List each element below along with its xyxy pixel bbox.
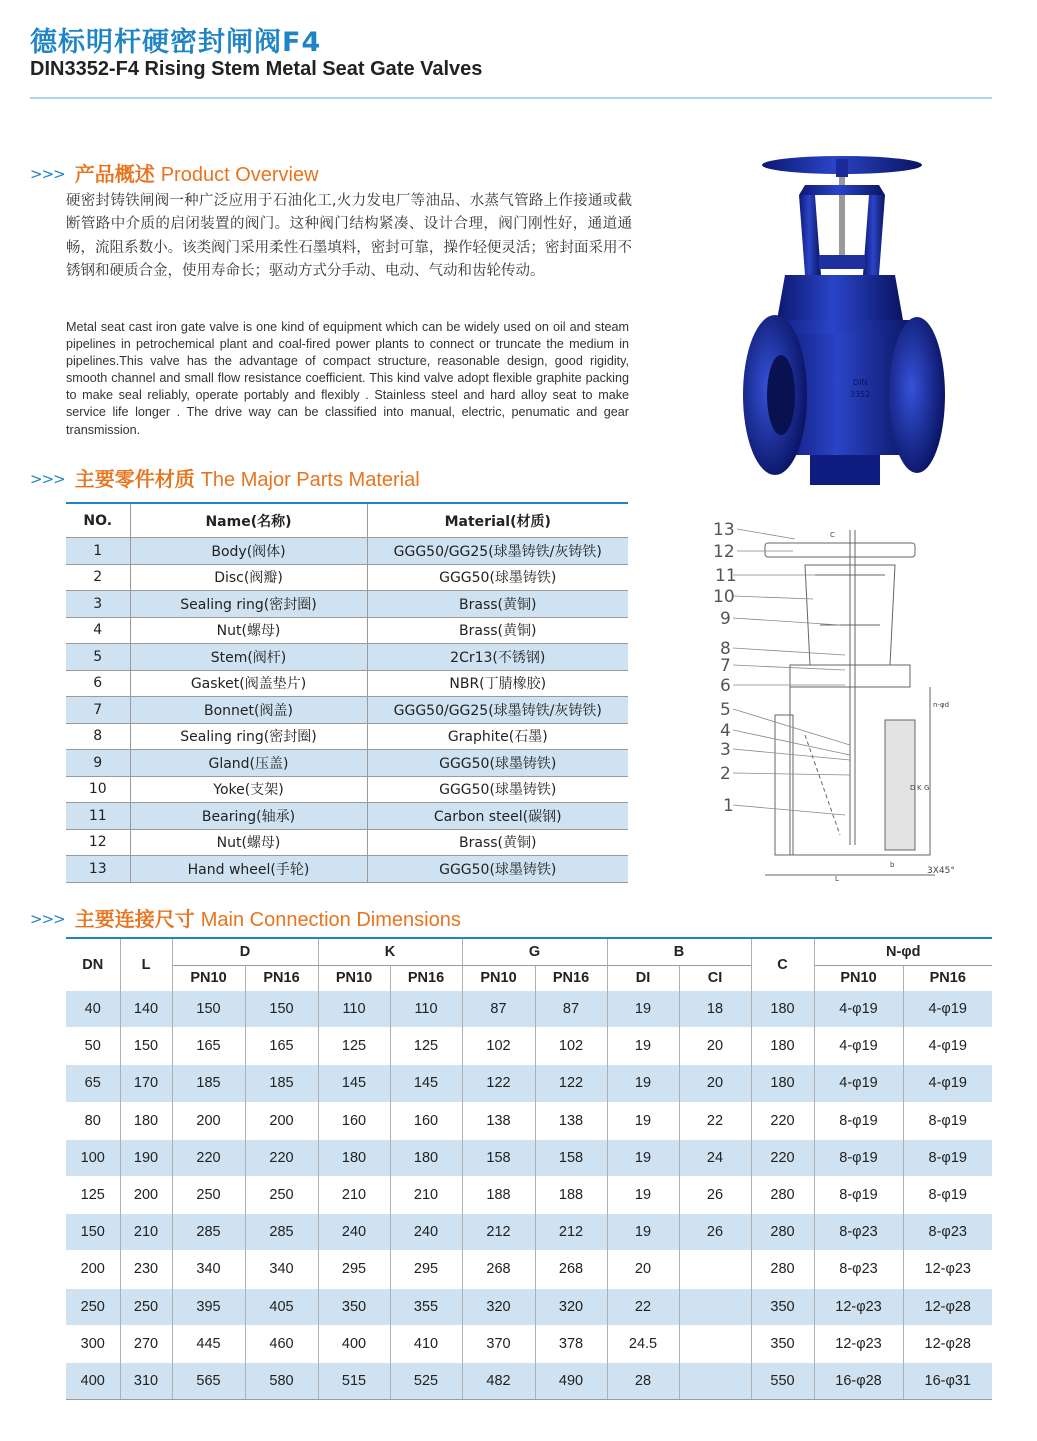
label-l: L [835,875,839,883]
cell-dn: 300 [66,1325,120,1362]
cell-nd-pn10: 12-φ23 [814,1288,903,1325]
cell-g-pn10: 158 [462,1139,535,1176]
table-row [66,803,628,830]
cell-g-pn10: 122 [462,1065,535,1102]
label-c: C [830,531,835,539]
part-material-cell: Brass(黄铜) [367,617,628,644]
cell-d-pn16: 460 [245,1325,318,1362]
part-material-cell: NBR(丁腈橡胶) [367,670,628,697]
cell-nd-pn16: 16-φ31 [903,1362,992,1399]
cell-g-pn10: 188 [462,1176,535,1213]
parts-heading [30,463,420,492]
dimensions-heading-cn: 主要连接尺寸 [74,907,195,931]
cell-l: 150 [120,1028,172,1065]
body-marking-din: DIN [853,378,868,387]
cell-k-pn10: 400 [318,1325,390,1362]
cell-nd-pn16: 8-φ19 [903,1139,992,1176]
cell-g-pn16: 122 [535,1065,607,1102]
sub-header-pn16: PN16 [903,966,992,991]
col-header-dn: DN [66,938,120,991]
cell-dn: 100 [66,1139,120,1176]
cell-b-ci: 22 [679,1102,751,1139]
overview-text-cn: 硬密封铸铁闸阀一种广泛应用于石油化工,火力发电厂等油品、水蒸气管路上作接通或截断管路中介质的启闭装置的阀门。这种阀门结构紧凑、设计合理，阀门刚性好，通道通畅，流阻系数小。该类阀门采用柔性石墨填料，密封可靠，操作轻便灵活；密封面采用不锈钢和硬质合金，使用寿命长；驱动方式分手动、电动、气动和齿轮传动。 [66,193,632,279]
part-number-cell: 11 [66,803,130,830]
cell-b-di: 19 [607,1102,679,1139]
cell-b-di: 22 [607,1288,679,1325]
cell-nd-pn10: 12-φ23 [814,1325,903,1362]
cell-d-pn16: 250 [245,1176,318,1213]
cell-c: 350 [751,1288,814,1325]
part-material-cell: 2Cr13(不锈钢) [367,644,628,671]
cell-g-pn16: 212 [535,1214,607,1251]
col-header-g: G [462,938,607,966]
cell-d-pn10: 395 [172,1288,245,1325]
cell-d-pn16: 185 [245,1065,318,1102]
cell-k-pn10: 350 [318,1288,390,1325]
part-label: 8 [720,639,731,659]
part-number-cell: 13 [66,856,130,883]
cell-b-di: 19 [607,1065,679,1102]
cell-dn: 250 [66,1288,120,1325]
table-row [66,1139,992,1176]
cell-b-ci [679,1251,751,1288]
cell-k-pn16: 145 [390,1065,462,1102]
cell-c: 280 [751,1176,814,1213]
label-b: b [890,861,895,869]
col-header-no: NO. [66,503,130,538]
cell-d-pn10: 185 [172,1065,245,1102]
part-name-cell: Sealing ring(密封圈) [130,591,367,618]
part-number-cell: 8 [93,728,103,745]
cell-b-di: 19 [607,991,679,1028]
cell-d-pn10: 340 [172,1251,245,1288]
sub-header-pn16: PN16 [245,966,318,991]
table-row [66,1102,992,1139]
part-label: 3 [720,740,731,760]
cell-k-pn16: 295 [390,1251,462,1288]
part-label: 10 [713,587,735,607]
sub-header-pn16: PN16 [535,966,607,991]
part-number-cell: 1 [66,538,130,565]
cell-b-ci: 20 [679,1028,751,1065]
cell-c: 220 [751,1139,814,1176]
cell-b-ci [679,1362,751,1399]
part-material-cell: GGG50/GG25(球墨铸铁/灰铸铁) [367,538,628,565]
cell-nd-pn10: 16-φ28 [814,1362,903,1399]
part-number-cell: 7 [66,697,130,724]
col-header-material: Material(材质) [367,503,628,538]
cell-d-pn10: 220 [172,1139,245,1176]
cell-g-pn16: 320 [535,1288,607,1325]
sub-header-di: DI [607,966,679,991]
table-row [66,1028,992,1065]
cell-g-pn10: 482 [462,1362,535,1399]
part-material-cell: Carbon steel(碳钢) [367,803,628,830]
cell-b-di: 19 [607,1028,679,1065]
cell-g-pn10: 87 [462,991,535,1028]
cell-d-pn16: 220 [245,1139,318,1176]
cell-c: 280 [751,1251,814,1288]
cell-nd-pn16: 4-φ19 [903,991,992,1028]
part-label: 9 [720,609,731,629]
cell-b-di: 20 [607,1251,679,1288]
part-label: 13 [713,520,735,540]
cell-g-pn10: 370 [462,1325,535,1362]
table-row [66,644,628,671]
cell-d-pn10: 285 [172,1214,245,1251]
cell-dn: 40 [66,991,120,1028]
cell-nd-pn16: 8-φ19 [903,1102,992,1139]
cell-g-pn10: 138 [462,1102,535,1139]
cell-b-ci: 26 [679,1176,751,1213]
valve-section-drawing [705,515,970,885]
part-number-cell: 2 [93,569,103,586]
label-nd: n-φd [933,701,950,709]
parts-heading-en: The Major Parts Material [200,469,420,491]
cell-nd-pn10: 8-φ19 [814,1139,903,1176]
part-name-cell: Bonnet(阀盖) [130,697,367,724]
cell-l: 200 [120,1176,172,1213]
cell-dn: 80 [66,1102,120,1139]
cell-c: 180 [751,1028,814,1065]
part-name-cell: Stem(阀杆) [130,644,367,671]
cell-d-pn16: 580 [245,1362,318,1399]
part-material-cell: GGG50(球墨铸铁) [367,776,628,803]
cell-g-pn16: 188 [535,1176,607,1213]
col-header-k: K [318,938,462,966]
overview-text-en: Metal seat cast iron gate valve is one kind of equipment which can be widely used on oil and steam pipelines in petrochemical plant and coal-fired power plants to connect or truncate the medium in pipelines.This valve has the advantage of compact structure, reasonable design, good rigidity, smooth channel and small flow resistance coefficient. This kind valve adopt flexible graphite packing to make seal reliably, operate portably and flexibly . Stainless steel and hard alloy seat to make service life longer . The drive way can be classified into manual, electric, penumatic and gear transmission. [66,320,629,437]
parts-material-table [66,502,628,883]
cell-nd-pn16: 8-φ19 [903,1176,992,1213]
cell-dn: 150 [66,1214,120,1251]
cell-dn: 400 [66,1362,120,1399]
chevron-icon: >>> [30,165,65,183]
cell-d-pn10: 445 [172,1325,245,1362]
sub-header-pn10: PN10 [172,966,245,991]
cell-c: 180 [751,1065,814,1102]
table-row [66,1288,992,1325]
part-number-cell: 12 [88,834,107,851]
part-number-cell: 6 [93,675,103,692]
part-name-cell: Hand wheel(手轮) [130,856,367,883]
cell-g-pn10: 320 [462,1288,535,1325]
body-marking-3352: 3352 [850,390,871,399]
cell-l: 140 [120,991,172,1028]
cell-k-pn16: 525 [390,1362,462,1399]
cell-k-pn10: 110 [318,991,390,1028]
cell-g-pn16: 490 [535,1362,607,1399]
table-row [66,1176,992,1213]
table-row [66,564,628,591]
cell-l: 310 [120,1362,172,1399]
col-header-nd: N-φd [814,938,992,966]
part-name-cell: Gasket(阀盖垫片) [130,670,367,697]
cell-k-pn16: 410 [390,1325,462,1362]
cell-nd-pn10: 8-φ23 [814,1251,903,1288]
table-row [66,750,628,777]
cell-k-pn16: 125 [390,1028,462,1065]
table-row [66,617,628,644]
cell-d-pn10: 565 [172,1362,245,1399]
part-name-cell: Sealing ring(密封圈) [130,723,367,750]
cell-b-di: 28 [607,1362,679,1399]
cell-nd-pn16: 12-φ23 [903,1251,992,1288]
cell-g-pn10: 102 [462,1028,535,1065]
cell-d-pn16: 150 [245,991,318,1028]
part-material-cell: Graphite(石墨) [367,723,628,750]
cell-k-pn10: 125 [318,1028,390,1065]
page-title-cn: 德标明杆硬密封闸阀F4 [30,27,322,58]
table-row [66,776,628,803]
overview-heading [30,158,319,187]
cell-nd-pn10: 4-φ19 [814,1065,903,1102]
overview-heading-cn: 产品概述 [74,162,155,186]
chevron-icon: >>> [30,910,65,928]
table-row [66,591,628,618]
part-label: 4 [720,721,731,741]
cell-nd-pn16: 12-φ28 [903,1325,992,1362]
cell-d-pn10: 165 [172,1028,245,1065]
part-number-cell: 9 [66,750,130,777]
cell-c: 220 [751,1102,814,1139]
cell-nd-pn16: 8-φ23 [903,1214,992,1251]
overview-heading-en: Product Overview [160,164,319,186]
cell-dn: 65 [66,1065,120,1102]
cell-dn: 125 [66,1176,120,1213]
cell-d-pn16: 340 [245,1251,318,1288]
cell-k-pn10: 180 [318,1139,390,1176]
cell-b-ci: 18 [679,991,751,1028]
cell-b-di: 19 [607,1139,679,1176]
cell-k-pn16: 110 [390,991,462,1028]
part-label: 12 [713,542,735,562]
sub-header-pn10: PN10 [814,966,903,991]
cell-dn: 50 [66,1028,120,1065]
part-material-cell: GGG50(球墨铸铁) [367,750,628,777]
cell-nd-pn10: 4-φ19 [814,1028,903,1065]
cell-b-di: 24.5 [607,1325,679,1362]
table-row [66,1325,992,1362]
table-row [66,991,992,1028]
cell-g-pn16: 138 [535,1102,607,1139]
cell-k-pn10: 515 [318,1362,390,1399]
cell-b-di: 19 [607,1176,679,1213]
col-header-l: L [120,938,172,991]
cell-d-pn16: 165 [245,1028,318,1065]
cell-d-pn16: 200 [245,1102,318,1139]
cell-nd-pn16: 4-φ19 [903,1028,992,1065]
part-number-cell: 10 [88,781,107,798]
cell-dn: 200 [66,1251,120,1288]
cell-nd-pn16: 12-φ28 [903,1288,992,1325]
cell-l: 170 [120,1065,172,1102]
title-divider [30,97,992,99]
part-material-cell: GGG50/GG25(球墨铸铁/灰铸铁) [367,697,628,724]
cell-b-ci: 26 [679,1214,751,1251]
table-row [66,697,628,724]
sub-header-pn10: PN10 [318,966,390,991]
cell-l: 190 [120,1139,172,1176]
cell-l: 210 [120,1214,172,1251]
part-name-cell: Gland(压盖) [130,750,367,777]
part-label: 6 [720,676,731,696]
cell-nd-pn10: 8-φ19 [814,1176,903,1213]
table-row [66,1214,992,1251]
cell-k-pn16: 210 [390,1176,462,1213]
cell-l: 270 [120,1325,172,1362]
cell-l: 230 [120,1251,172,1288]
label-chamfer: 3X45° [927,866,955,876]
part-label: 11 [715,566,737,586]
dimensions-heading [30,903,461,932]
col-header-c: C [751,938,814,991]
part-number-cell: 4 [93,622,103,639]
gate-valve-photo [735,155,955,500]
cell-b-di: 19 [607,1214,679,1251]
cell-k-pn16: 160 [390,1102,462,1139]
label-k: K [917,784,922,792]
part-name-cell: Body(阀体) [130,538,367,565]
label-g: G [924,784,930,792]
parts-heading-cn: 主要零件材质 [74,467,195,491]
cell-k-pn10: 145 [318,1065,390,1102]
sub-header-ci: CI [679,966,751,991]
table-row [66,1065,992,1102]
table-row [66,856,628,883]
part-number-cell: 5 [66,644,130,671]
part-name-cell: Yoke(支架) [130,776,367,803]
cell-d-pn10: 250 [172,1176,245,1213]
cell-b-ci [679,1325,751,1362]
cell-nd-pn10: 8-φ23 [814,1214,903,1251]
part-material-cell: GGG50(球墨铸铁) [367,856,628,883]
part-label: 2 [720,764,731,784]
cell-k-pn10: 240 [318,1214,390,1251]
part-label: 5 [720,700,731,720]
cell-b-ci: 20 [679,1065,751,1102]
cell-k-pn10: 160 [318,1102,390,1139]
cell-nd-pn16: 4-φ19 [903,1065,992,1102]
cell-b-ci [679,1288,751,1325]
cell-l: 180 [120,1102,172,1139]
cell-c: 350 [751,1325,814,1362]
page-title-en: DIN3352-F4 Rising Stem Metal Seat Gate Valves [30,58,483,80]
table-row [66,829,628,856]
cell-k-pn16: 180 [390,1139,462,1176]
col-header-name: Name(名称) [130,503,367,538]
part-material-cell: GGG50(球墨铸铁) [367,564,628,591]
sub-header-pn16: PN16 [390,966,462,991]
cell-d-pn10: 150 [172,991,245,1028]
part-name-cell: Nut(螺母) [130,617,367,644]
cell-c: 280 [751,1214,814,1251]
table-row [66,670,628,697]
cell-k-pn10: 210 [318,1176,390,1213]
cell-g-pn16: 102 [535,1028,607,1065]
cell-nd-pn10: 4-φ19 [814,991,903,1028]
cell-d-pn16: 285 [245,1214,318,1251]
part-name-cell: Nut(螺母) [130,829,367,856]
table-row [66,538,628,565]
table-row [66,1362,992,1399]
label-d: D [910,784,916,792]
col-header-d: D [172,938,318,966]
part-material-cell: Brass(黄铜) [367,591,628,618]
dimensions-heading-en: Main Connection Dimensions [200,909,461,931]
table-row [66,723,628,750]
cell-g-pn10: 212 [462,1214,535,1251]
cell-c: 550 [751,1362,814,1399]
connection-dimensions-table [66,937,992,1400]
cell-nd-pn10: 8-φ19 [814,1102,903,1139]
col-header-b: B [607,938,751,966]
part-name-cell: Bearing(轴承) [130,803,367,830]
cell-d-pn16: 405 [245,1288,318,1325]
cell-b-ci: 24 [679,1139,751,1176]
table-row [66,1251,992,1288]
part-material-cell: Brass(黄铜) [367,829,628,856]
chevron-icon: >>> [30,470,65,488]
cell-d-pn10: 200 [172,1102,245,1139]
cell-k-pn10: 295 [318,1251,390,1288]
cell-g-pn16: 268 [535,1251,607,1288]
cell-l: 250 [120,1288,172,1325]
cell-g-pn16: 158 [535,1139,607,1176]
cell-c: 180 [751,991,814,1028]
part-name-cell: Disc(阀瓣) [130,564,367,591]
sub-header-pn10: PN10 [462,966,535,991]
part-label: 1 [723,796,734,816]
cell-g-pn16: 87 [535,991,607,1028]
cell-g-pn16: 378 [535,1325,607,1362]
cell-g-pn10: 268 [462,1251,535,1288]
part-number-cell: 3 [66,591,130,618]
part-label: 7 [720,656,731,676]
cell-k-pn16: 240 [390,1214,462,1251]
cell-k-pn16: 355 [390,1288,462,1325]
